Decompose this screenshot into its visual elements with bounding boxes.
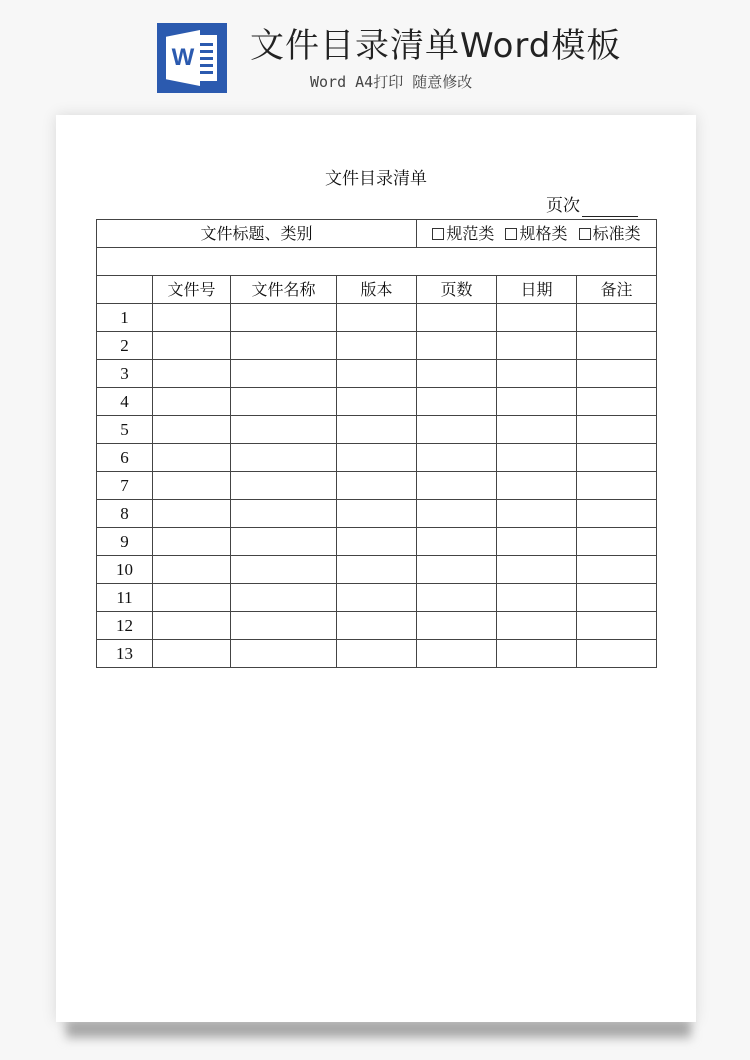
document-page bbox=[56, 115, 696, 1022]
version-cell[interactable] bbox=[337, 360, 417, 388]
date-cell[interactable] bbox=[497, 640, 577, 668]
version-cell[interactable] bbox=[337, 416, 417, 444]
pages-cell[interactable] bbox=[417, 416, 497, 444]
document-title: 文件目录清单 bbox=[325, 169, 427, 189]
table-row bbox=[97, 388, 657, 416]
date-cell[interactable] bbox=[497, 416, 577, 444]
pages-cell[interactable] bbox=[417, 500, 497, 528]
version-cell[interactable] bbox=[337, 332, 417, 360]
file-name-cell[interactable] bbox=[231, 444, 337, 472]
remarks-cell[interactable] bbox=[577, 444, 657, 472]
row-number: 7 bbox=[97, 472, 153, 500]
checkbox-icon[interactable] bbox=[579, 228, 591, 240]
pages-cell[interactable] bbox=[417, 584, 497, 612]
pages-cell[interactable] bbox=[417, 472, 497, 500]
date-cell[interactable] bbox=[497, 332, 577, 360]
column-header-remarks: 备注 bbox=[577, 276, 657, 304]
table-row bbox=[97, 584, 657, 612]
file-name-cell[interactable] bbox=[231, 584, 337, 612]
option-spec[interactable]: 规范类 bbox=[432, 224, 494, 243]
column-header-pages: 页数 bbox=[417, 276, 497, 304]
column-header-row bbox=[97, 276, 657, 304]
file-no-cell[interactable] bbox=[153, 416, 231, 444]
banner-subtitle: Word A4打印 随意修改 bbox=[310, 73, 473, 91]
date-cell[interactable] bbox=[497, 388, 577, 416]
banner-title: 文件目录清单Word模板 bbox=[250, 26, 622, 66]
checkbox-icon[interactable] bbox=[432, 228, 444, 240]
pages-cell[interactable] bbox=[417, 640, 497, 668]
date-cell[interactable] bbox=[497, 584, 577, 612]
file-name-cell[interactable] bbox=[231, 500, 337, 528]
category-options bbox=[417, 220, 657, 248]
table-row bbox=[97, 472, 657, 500]
row-number: 13 bbox=[97, 640, 153, 668]
date-cell[interactable] bbox=[497, 472, 577, 500]
title-category-label: 文件标题、类别 bbox=[97, 220, 417, 248]
file-name-cell[interactable] bbox=[231, 612, 337, 640]
column-header-index bbox=[97, 276, 153, 304]
remarks-cell[interactable] bbox=[577, 416, 657, 444]
date-cell[interactable] bbox=[497, 444, 577, 472]
date-cell[interactable] bbox=[497, 556, 577, 584]
row-number: 6 bbox=[97, 444, 153, 472]
file-name-cell[interactable] bbox=[231, 360, 337, 388]
file-no-cell[interactable] bbox=[153, 528, 231, 556]
table-row bbox=[97, 416, 657, 444]
file-no-cell[interactable] bbox=[153, 304, 231, 332]
file-no-cell[interactable] bbox=[153, 360, 231, 388]
remarks-cell[interactable] bbox=[577, 304, 657, 332]
pages-cell[interactable] bbox=[417, 556, 497, 584]
page-number-field bbox=[546, 195, 638, 217]
table-row bbox=[97, 500, 657, 528]
table-row bbox=[97, 528, 657, 556]
column-header-file-no: 文件号 bbox=[153, 276, 231, 304]
version-cell[interactable] bbox=[337, 388, 417, 416]
page-number-input[interactable] bbox=[582, 197, 638, 217]
file-no-cell[interactable] bbox=[153, 584, 231, 612]
file-name-cell[interactable] bbox=[231, 332, 337, 360]
row-number: 9 bbox=[97, 528, 153, 556]
remarks-cell[interactable] bbox=[577, 388, 657, 416]
row-number: 8 bbox=[97, 500, 153, 528]
file-catalog-table bbox=[96, 219, 657, 668]
file-name-cell[interactable] bbox=[231, 472, 337, 500]
row-number: 1 bbox=[97, 304, 153, 332]
date-cell[interactable] bbox=[497, 500, 577, 528]
file-no-cell[interactable] bbox=[153, 640, 231, 668]
row-number: 4 bbox=[97, 388, 153, 416]
pages-cell[interactable] bbox=[417, 528, 497, 556]
column-header-date: 日期 bbox=[497, 276, 577, 304]
file-name-cell[interactable] bbox=[231, 640, 337, 668]
column-header-file-name: 文件名称 bbox=[231, 276, 337, 304]
table-row bbox=[97, 444, 657, 472]
remarks-cell[interactable] bbox=[577, 528, 657, 556]
title-category-row bbox=[97, 220, 657, 248]
row-number: 5 bbox=[97, 416, 153, 444]
table-row bbox=[97, 640, 657, 668]
date-cell[interactable] bbox=[497, 304, 577, 332]
remarks-cell[interactable] bbox=[577, 612, 657, 640]
pages-cell[interactable] bbox=[417, 612, 497, 640]
file-name-cell[interactable] bbox=[231, 528, 337, 556]
remarks-cell[interactable] bbox=[577, 584, 657, 612]
version-cell[interactable] bbox=[337, 472, 417, 500]
file-no-cell[interactable] bbox=[153, 500, 231, 528]
word-icon bbox=[157, 23, 227, 93]
blank-cell[interactable] bbox=[97, 248, 657, 276]
table-body bbox=[97, 304, 657, 668]
file-name-cell[interactable] bbox=[231, 304, 337, 332]
version-cell[interactable] bbox=[337, 612, 417, 640]
remarks-cell[interactable] bbox=[577, 360, 657, 388]
row-number: 12 bbox=[97, 612, 153, 640]
word-letter: W bbox=[171, 44, 195, 71]
row-number: 10 bbox=[97, 556, 153, 584]
option-format[interactable]: 规格类 bbox=[505, 224, 567, 243]
page-shadow bbox=[66, 1020, 691, 1038]
checkbox-icon[interactable] bbox=[505, 228, 517, 240]
date-cell[interactable] bbox=[497, 612, 577, 640]
file-name-cell[interactable] bbox=[231, 416, 337, 444]
table-row bbox=[97, 556, 657, 584]
file-name-cell[interactable] bbox=[231, 556, 337, 584]
column-header-version: 版本 bbox=[337, 276, 417, 304]
page-number-label: 页次 bbox=[546, 196, 580, 216]
table-row bbox=[97, 332, 657, 360]
option-standard[interactable]: 标准类 bbox=[579, 224, 641, 243]
remarks-cell[interactable] bbox=[577, 472, 657, 500]
file-no-cell[interactable] bbox=[153, 388, 231, 416]
version-cell[interactable] bbox=[337, 584, 417, 612]
remarks-cell[interactable] bbox=[577, 556, 657, 584]
version-cell[interactable] bbox=[337, 640, 417, 668]
banner-header bbox=[0, 0, 750, 110]
blank-row bbox=[97, 248, 657, 276]
version-cell[interactable] bbox=[337, 500, 417, 528]
remarks-cell[interactable] bbox=[577, 640, 657, 668]
row-number: 3 bbox=[97, 360, 153, 388]
file-no-cell[interactable] bbox=[153, 556, 231, 584]
row-number: 11 bbox=[97, 584, 153, 612]
pages-cell[interactable] bbox=[417, 360, 497, 388]
pages-cell[interactable] bbox=[417, 332, 497, 360]
date-cell[interactable] bbox=[497, 528, 577, 556]
table-row bbox=[97, 360, 657, 388]
file-no-cell[interactable] bbox=[153, 612, 231, 640]
remarks-cell[interactable] bbox=[577, 500, 657, 528]
pages-cell[interactable] bbox=[417, 304, 497, 332]
file-no-cell[interactable] bbox=[153, 472, 231, 500]
file-name-cell[interactable] bbox=[231, 388, 337, 416]
version-cell[interactable] bbox=[337, 304, 417, 332]
file-no-cell[interactable] bbox=[153, 444, 231, 472]
table-row bbox=[97, 612, 657, 640]
version-cell[interactable] bbox=[337, 444, 417, 472]
table-row bbox=[97, 304, 657, 332]
remarks-cell[interactable] bbox=[577, 332, 657, 360]
date-cell[interactable] bbox=[497, 360, 577, 388]
file-no-cell[interactable] bbox=[153, 332, 231, 360]
pages-cell[interactable] bbox=[417, 444, 497, 472]
version-cell[interactable] bbox=[337, 528, 417, 556]
version-cell[interactable] bbox=[337, 556, 417, 584]
pages-cell[interactable] bbox=[417, 388, 497, 416]
row-number: 2 bbox=[97, 332, 153, 360]
